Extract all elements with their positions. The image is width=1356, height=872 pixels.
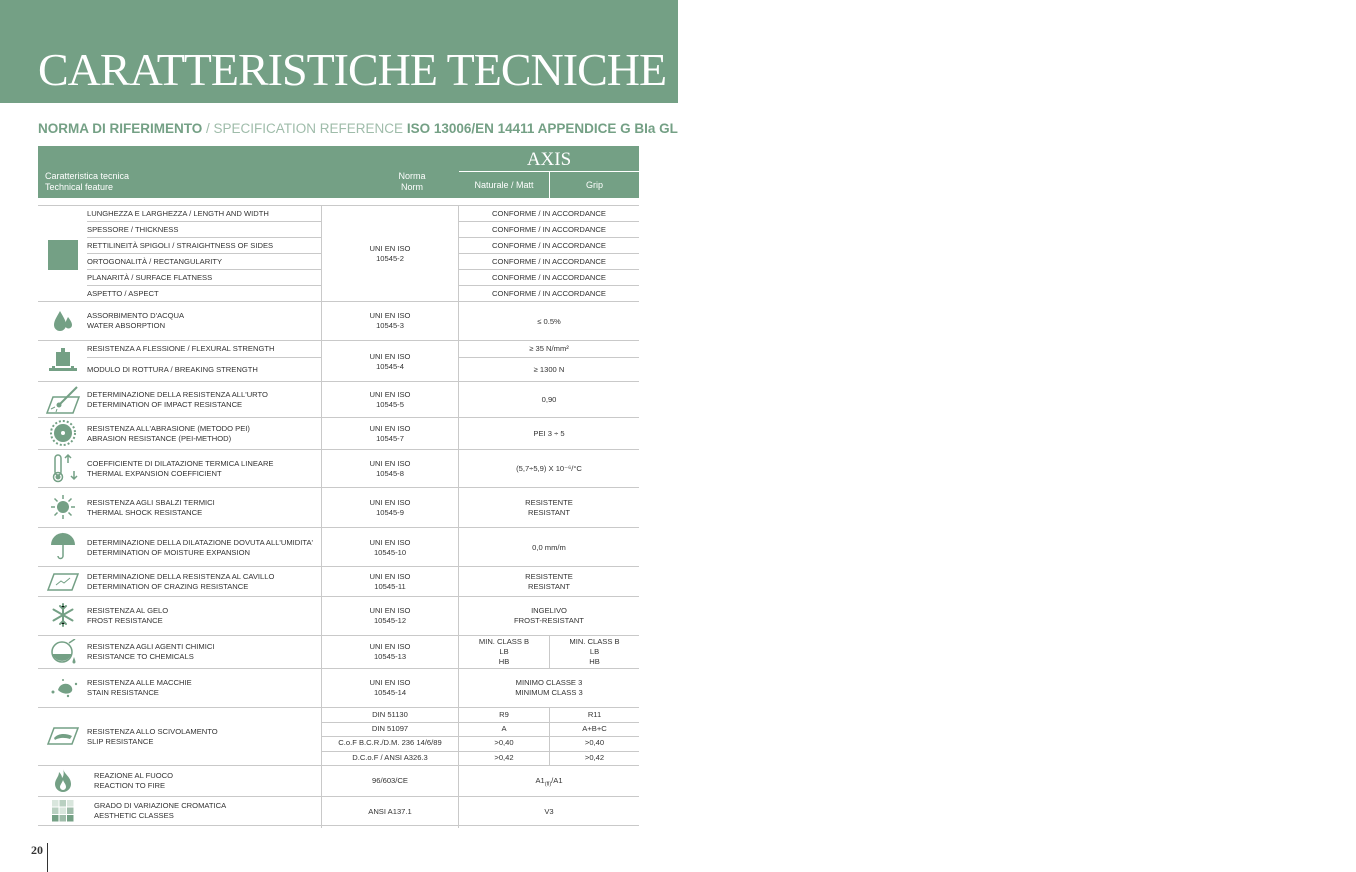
label-en: DETERMINATION OF CRAZING RESISTANCE [87,582,249,591]
value-line: HB [589,657,600,666]
norm-line: 10545-7 [376,434,404,443]
moisture-value: 0,0 mm/m [532,543,566,552]
label-en: WATER ABSORPTION [87,321,166,330]
page-title: CARATTERISTICHE TECNICHE [38,44,667,95]
water-label [87,311,184,331]
abrasion-norm [322,424,458,444]
label-en: SLIP RESISTANCE [87,737,154,746]
norm-line: UNI EN ISO [369,606,411,615]
value-line: RESISTANT [527,582,571,591]
dims-item: SPESSORE / THICKNESS [87,225,179,234]
thermometer-icon [50,453,78,483]
norm-line: 10545-5 [376,400,404,409]
dims-item: ASPETTO / ASPECT [87,289,159,298]
label-it: DETERMINAZIONE DELLA RESISTENZA AL CAVILLO [87,572,275,581]
slip-icon [46,724,80,746]
header-norm [360,171,464,193]
label-en: RESISTANCE TO CHEMICALS [87,652,194,661]
table-header [38,146,639,198]
label-it: RESISTENZA ALL'ABRASIONE (METODO PEI) [87,424,250,433]
label-it: RESISTENZA AL GELO [87,606,169,615]
crazing-norm [322,572,458,592]
slip-matt: A [501,724,507,733]
umbrella-icon [49,531,77,561]
norm-line: UNI EN ISO [369,352,411,361]
dims-value: CONFORME / IN ACCORDANCE [492,289,606,298]
label-en: FROST RESISTANCE [87,616,163,625]
color-label [94,801,226,821]
fire-norm: 96/603/CE [372,776,408,785]
page-number: 20 [31,843,43,857]
thermal-shock-label [87,498,215,518]
value-line: RESISTANT [527,508,571,517]
crazing-label [87,572,274,592]
fire-label [94,771,173,791]
norm-line: 10545-8 [376,469,404,478]
norm-line: 10545-12 [373,616,407,625]
label-it: GRADO DI VARIAZIONE CROMATICA [94,801,227,810]
header-col-matt: Naturale / Matt [459,172,550,198]
chemicals-label [87,642,214,662]
norm-line: 10545-2 [376,254,404,263]
fire-value-sub: (fl) [544,781,552,788]
dims-item: RETTILINEITÀ SPIGOLI / STRAIGHTNESS OF SIDES [87,241,274,250]
norm-line: UNI EN ISO [369,538,411,547]
slip-grip: >0,42 [584,753,605,762]
impact-label [87,390,268,410]
header-feature-it: Caratteristica tecnica [45,171,130,181]
value-line: RESISTENTE [525,498,573,507]
thermal-exp-label [87,459,274,479]
label-it: RESISTENZA ALLE MACCHIE [87,678,192,687]
dims-value: CONFORME / IN ACCORDANCE [492,257,606,266]
impact-hammer-icon [45,385,81,415]
value-line: LB [499,647,509,656]
header-product: AXIS [459,148,639,172]
header-col-grip: Grip [585,180,603,190]
flex-label-2: MODULO DI ROTTURA / BREAKING STRENGTH [87,365,258,374]
value-line: HB [498,657,510,666]
color-grid-icon [52,800,74,822]
slip-matt: >0,40 [494,738,514,747]
crazing-value [459,572,639,592]
flex-value-2: ≥ 1300 N [533,365,565,374]
label-it: COEFFICIENTE DI DILATAZIONE TERMICA LINEARE [87,459,274,468]
dims-item: ORTOGONALITÀ / RECTANGULARITY [87,257,223,266]
norm-line: UNI EN ISO [369,459,411,468]
dims-value: CONFORME / IN ACCORDANCE [492,209,606,218]
abrasion-value: PEI 3 ÷ 5 [533,429,565,438]
color-value: V3 [544,807,554,816]
dims-value: CONFORME / IN ACCORDANCE [492,241,606,250]
chemicals-norm [322,642,458,662]
thermal-shock-value [459,498,639,518]
technical-table [38,198,639,828]
slip-grip: >0,40 [584,738,605,747]
value-line: MIN. CLASS B [569,637,620,646]
flex-label: RESISTENZA A FLESSIONE / FLEXURAL STRENGTH [87,344,275,353]
title-banner [0,0,678,103]
thermal-shock-norm [322,498,458,518]
slip-norm: C.o.F B.C.R./D.M. 236 14/6/89 [338,738,442,747]
norm-line: UNI EN ISO [369,678,411,687]
value-line: RESISTENTE [525,572,573,581]
label-en: STAIN RESISTANCE [87,688,159,697]
dims-value: CONFORME / IN ACCORDANCE [492,225,606,234]
thermal-shock-icon [50,494,76,520]
spec-label: NORMA DI RIFERIMENTO [38,121,203,136]
label-it: ASSORBIMENTO D'ACQUA [87,311,185,320]
slip-grip: A+B+C [582,724,607,733]
norm-line: 10545-3 [376,321,404,330]
norm-line: UNI EN ISO [369,424,411,433]
abrasion-label [87,424,250,444]
label-en: DETERMINATION OF IMPACT RESISTANCE [87,400,243,409]
specification-reference [38,121,678,136]
fire-value-b: /A1 [551,776,563,785]
value-line: FROST-RESISTANT [514,616,584,625]
norm-line: UNI EN ISO [369,498,411,507]
snowflake-icon [50,602,76,628]
moisture-norm [322,538,458,558]
spec-label-en: / SPECIFICATION REFERENCE [206,121,404,136]
flame-icon [51,768,75,794]
label-en: THERMAL EXPANSION COEFFICIENT [87,469,222,478]
color-norm: ANSI A137.1 [368,807,412,816]
water-value: ≤ 0.5% [537,317,561,326]
frost-label [87,606,168,626]
dims-item: LUNGHEZZA E LARGHEZZA / LENGTH AND WIDTH [87,209,269,218]
chemicals-matt [459,637,549,667]
fire-value-a: A1 [535,776,545,785]
stain-norm [322,678,458,698]
norm-line: 10545-9 [376,508,404,517]
slip-norm: DIN 51097 [371,724,409,733]
value-line: MINIMUM CLASS 3 [515,688,583,697]
thermal-exp-value: (5,7÷5,9) X 10⁻⁶/°C [516,464,582,473]
label-it: RESISTENZA AGLI AGENTI CHIMICI [87,642,215,651]
flex-norm [322,352,458,372]
norm-line: 10545-13 [373,652,407,661]
norm-line: UNI EN ISO [369,642,411,651]
label-it: REAZIONE AL FUOCO [94,771,174,780]
value-line: MINIMO CLASSE 3 [515,678,583,687]
label-en: AESTHETIC CLASSES [94,811,174,820]
flex-value-1: ≥ 35 N/mm² [529,344,569,353]
label-en: DETERMINATION OF MOISTURE EXPANSION [87,548,250,557]
norm-line: UNI EN ISO [369,572,411,581]
frost-value [459,606,639,626]
norm-line: 10545-10 [373,548,407,557]
flexural-press-icon [48,347,78,375]
crazing-icon [46,570,80,592]
slip-matt: R9 [499,710,509,719]
norm-line: UNI EN ISO [369,244,411,253]
water-drop-icon [50,308,76,334]
slip-grip: R11 [587,710,602,719]
stain-value [459,678,639,698]
dimensions-swatch-icon [48,240,78,270]
label-it: DETERMINAZIONE DELLA DILATAZIONE DOVUTA ALL'UMIDITA' [87,538,313,547]
stain-icon [48,676,80,700]
label-it: RESISTENZA AGLI SBALZI TERMICI [87,498,215,507]
value-line: INGELIVO [531,606,567,615]
norm-line: 10545-4 [376,362,404,371]
norm-line: UNI EN ISO [369,390,411,399]
label-en: THERMAL SHOCK RESISTANCE [87,508,203,517]
slip-matt: >0,42 [494,753,514,762]
slip-norm: DIN 51130 [372,710,408,719]
fire-value [459,776,639,790]
moisture-label [87,538,313,558]
impact-norm [322,390,458,410]
frost-norm [322,606,458,626]
value-line: LB [589,647,600,656]
label-it: RESISTENZA ALLO SCIVOLAMENTO [87,727,218,736]
header-norm-it: Norma [398,171,426,181]
abrasion-wheel-icon [50,420,76,446]
norm-line: UNI EN ISO [369,311,411,320]
dims-item: PLANARITÀ / SURFACE FLATNESS [87,273,213,282]
label-en: ABRASION RESISTANCE (PEI-METHOD) [87,434,232,443]
value-line: MIN. CLASS B [478,637,530,646]
spec-ref: ISO 13006/EN 14411 APPENDICE G BIa GL [406,121,678,136]
dims-norm [322,244,458,264]
chemicals-grip [550,637,639,667]
chemical-flask-icon [49,639,79,667]
page-number-divider [47,843,48,872]
dims-value: CONFORME / IN ACCORDANCE [492,273,606,282]
stain-label [87,678,192,698]
header-norm-en: Norm [401,182,423,192]
thermal-exp-norm [322,459,458,479]
slip-norm: D.C.o.F / ANSI A326.3 [352,753,428,762]
norm-line: 10545-11 [374,582,406,591]
label-en: REACTION TO FIRE [94,781,166,790]
header-feature [45,171,129,193]
label-it: DETERMINAZIONE DELLA RESISTENZA ALL'URTO [87,390,268,399]
water-norm [322,311,458,331]
norm-line: 10545-14 [373,688,407,697]
header-feature-en: Technical feature [45,182,114,192]
impact-value: 0,90 [541,395,557,404]
slip-label [87,727,218,747]
